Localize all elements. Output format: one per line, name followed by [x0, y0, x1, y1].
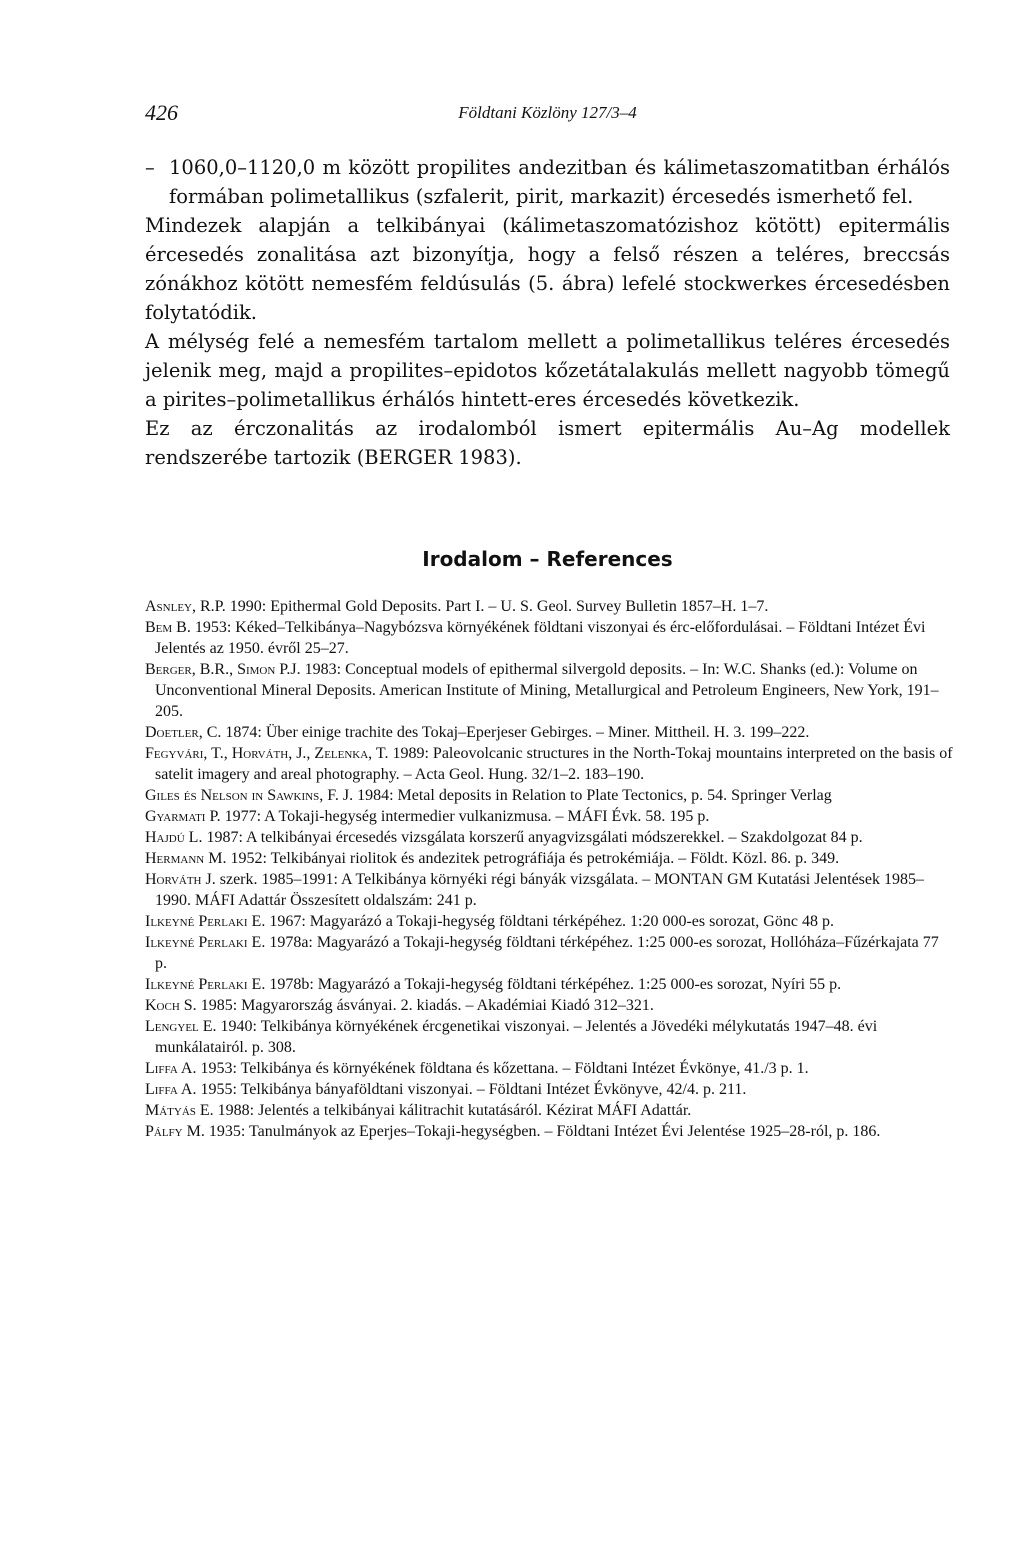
reference-text: 1978a: Magyarázó a Tokaji-hegység földtani térképéhez. 1:25 000-es sorozat, Hollóháza–Fűzérkajata 77 p.	[155, 934, 939, 972]
reference-text: 1940: Telkibánya környékének ércgenetikai viszonyai. – Jelentés a Jövedéki mélykutatás 1947–48. évi munkálatairól. p. 308.	[155, 1018, 878, 1056]
reference-author: Lengyel E.	[145, 1018, 217, 1035]
reference-author: Mátyás E.	[145, 1102, 214, 1119]
reference-text: 1983: Conceptual models of epithermal silvergold deposits. – In: W.C. Shanks (ed.): Volume on Unconventional Mineral Deposits. American Institute of Mining, Metallurgical and Petroleum Engineers, New York, 191–205.	[155, 661, 939, 720]
reference-text: 1977: A Tokaji-hegység intermedier vulkanizmusa. – MÁFI Évk. 58. 195 p.	[220, 808, 710, 825]
reference-text: 1952: Telkibányai riolitok és andezitek petrográfiája és petrokémiája. – Földt. Közl. 86. p. 349.	[226, 850, 840, 867]
reference-entry	[145, 974, 953, 995]
reference-list	[145, 596, 953, 1142]
reference-author: Gyarmati P.	[145, 808, 221, 825]
reference-text: 1978b: Magyarázó a Tokaji-hegység földtani térképéhez. 1:25 000-es sorozat, Nyíri 55 p.	[265, 976, 842, 993]
reference-author: Fegyvári, T., Horváth, J., Zelenka, T.	[145, 745, 389, 762]
paragraph-3: Ez az érczonalitás az irodalomból ismert epitermális Au–Ag modellek rendszerébe tartozik (BERGER 1983).	[145, 417, 950, 469]
running-header	[145, 100, 950, 130]
reference-author: Berger, B.R., Simon P.J.	[145, 661, 301, 678]
reference-entry	[145, 806, 953, 827]
reference-author: Doetler, C.	[145, 724, 222, 741]
journal-title: Földtani Közlöny 127/3–4	[458, 103, 637, 122]
reference-author: Liffa A.	[145, 1081, 197, 1098]
reference-entry	[145, 1079, 953, 1100]
references-heading: Irodalom – References	[422, 547, 673, 571]
reference-entry	[145, 743, 953, 785]
reference-entry	[145, 869, 953, 911]
reference-entry	[145, 932, 953, 974]
paragraph-2: A mélység felé a nemesfém tartalom mellett a polimetallikus teléres ércesedés jelenik meg, majd a propilites–epidotos kőzetátalakulás mellett nagyobb tömegű a pirites–polimetallikus érhálós hintett-eres ércesedés következik.	[145, 330, 950, 411]
reference-author: Ilkeyné Perlaki E.	[145, 976, 266, 993]
reference-entry	[145, 1100, 953, 1121]
reference-author: Hajdú L.	[145, 829, 203, 846]
page-number: 426	[145, 100, 178, 125]
reference-entry	[145, 722, 953, 743]
reference-text: 1989: Paleovolcanic structures in the North-Tokaj mountains interpreted on the basis of satelit imagery and areal photography. – Acta Geol. Hung. 32/1–2. 183–190.	[155, 745, 953, 783]
reference-text: 1984: Metal deposits in Relation to Plate Tectonics, p. 54. Springer Verlag	[353, 787, 832, 804]
reference-author: Ilkeyné Perlaki E.	[145, 913, 266, 930]
bullet-text: 1060,0–1120,0 m között propilites andezitban és kálimetaszomatitban érhálós formában polimetallikus (szfalerit, pirit, markazit) ércesedés ismerhető fel.	[169, 156, 950, 208]
reference-author: Pálfy M.	[145, 1123, 205, 1140]
reference-text: 1985: Magyarország ásványai. 2. kiadás. – Akadémiai Kiadó 312–321.	[196, 997, 654, 1014]
reference-author: Asnley, R.P.	[145, 598, 226, 615]
reference-text: 1988: Jelentés a telkibányai kálitrachit kutatásáról. Kézirat MÁFI Adattár.	[213, 1102, 692, 1119]
reference-text: 1990: Epithermal Gold Deposits. Part I. – U. S. Geol. Survey Bulletin 1857–H. 1–7.	[225, 598, 769, 615]
bullet-item	[145, 153, 950, 211]
reference-entry	[145, 785, 953, 806]
reference-entry	[145, 596, 953, 617]
reference-author: Giles és Nelson in Sawkins, F. J.	[145, 787, 354, 804]
reference-author: Bem B.	[145, 619, 191, 636]
reference-text: 1955: Telkibánya bányaföldtani viszonyai. – Földtani Intézet Évkönyve, 42/4. p. 211.	[196, 1081, 747, 1098]
reference-text: 1935: Tanulmányok az Eperjes–Tokaji-hegységben. – Földtani Intézet Évi Jelentése 1925–28-ról, p. 186.	[204, 1123, 881, 1140]
reference-author: Horváth J.	[145, 871, 216, 888]
body-text	[145, 153, 950, 472]
reference-author: Koch S.	[145, 997, 197, 1014]
reference-text: szerk. 1985–1991: A Telkibánya környéki régi bányák vizsgálata. – MONTAN GM Kutatási Jelentések 1985–1990. MÁFI Adattár Összesített oldalszám: 241 p.	[155, 871, 924, 909]
reference-entry	[145, 995, 953, 1016]
reference-text: 1987: A telkibányai ércesedés vizsgálata korszerű anyagvizsgálati módszerekkel. – Szakdolgozat 84 p.	[202, 829, 863, 846]
reference-text: 1953: Kéked–Telkibánya–Nagybózsva környékének földtani viszonyai és érc-előfordulásai. – Földtani Intézet Évi Jelentés az 1950. évről 25–27.	[155, 619, 926, 657]
reference-entry	[145, 911, 953, 932]
reference-author: Liffa A.	[145, 1060, 197, 1077]
paragraph-1: Mindezek alapján a telkibányai (kálimetaszomatózishoz kötött) epitermális ércesedés zonalitása azt bizonyítja, hogy a felső részen a teléres, breccsás zónákhoz kötött nemesfém feldúsulás (5. ábra) lefelé stockwerkes ércesedésben folytatódik.	[145, 214, 950, 324]
reference-text: 1953: Telkibánya és környékének földtana és kőzettana. – Földtani Intézet Évkönye, 41./3 p. 1.	[196, 1060, 809, 1077]
reference-entry	[145, 827, 953, 848]
reference-entry	[145, 617, 953, 659]
reference-entry	[145, 1121, 953, 1142]
reference-entry	[145, 659, 953, 722]
reference-text: 1967: Magyarázó a Tokaji-hegység földtani térképéhez. 1:20 000-es sorozat, Gönc 48 p.	[265, 913, 834, 930]
bullet-dash: –	[145, 156, 155, 179]
reference-text: 1874: Über einige trachite des Tokaj–Eperjeser Gebirges. – Miner. Mittheil. H. 3. 199–222.	[221, 724, 810, 741]
reference-entry	[145, 1016, 953, 1058]
reference-author: Hermann M.	[145, 850, 227, 867]
reference-author: Ilkeyné Perlaki E.	[145, 934, 266, 951]
reference-entry	[145, 848, 953, 869]
reference-entry	[145, 1058, 953, 1079]
